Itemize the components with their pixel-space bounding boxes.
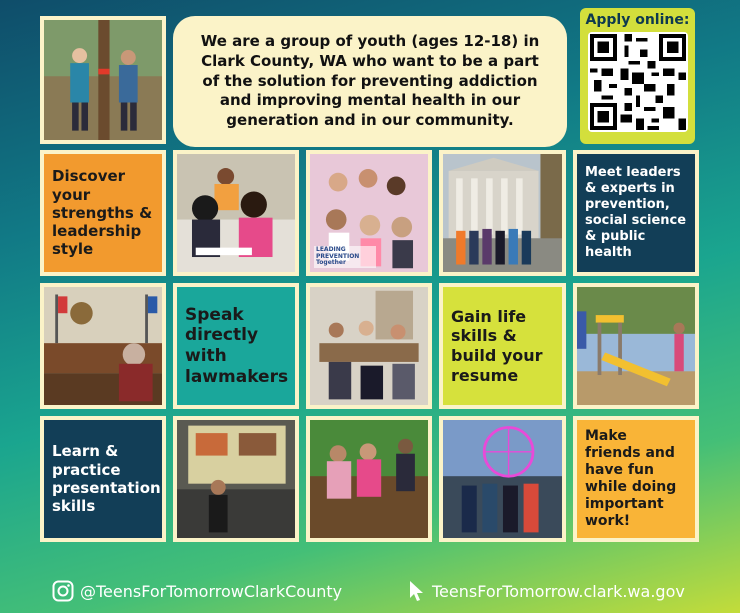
tile-learn-presentation: Learn & practice presentation skills <box>40 416 166 542</box>
instagram-link[interactable] <box>52 580 342 602</box>
apply-online-box[interactable] <box>580 8 695 144</box>
photo-capitol-group <box>439 150 566 276</box>
photo-playground <box>573 283 699 409</box>
website-url: TeensForTomorrow.clark.wa.gov <box>432 581 685 601</box>
photobooth-banner: LEADING PREVENTION Together <box>314 246 376 268</box>
photo-photobooth <box>306 150 432 276</box>
apply-online-label: Apply online: <box>585 12 690 28</box>
instagram-handle: @TeensForTomorrowClarkCounty <box>80 581 343 601</box>
photo-planting <box>306 416 432 542</box>
photo-ferris-wheel <box>439 416 566 542</box>
photo-meeting-room <box>306 283 432 409</box>
photo-presentation <box>173 416 299 542</box>
instagram-icon <box>52 580 74 602</box>
tile-meet-leaders: Meet leaders & experts in prevention, social science & public health <box>573 150 699 276</box>
photo-crafts <box>173 150 299 276</box>
tile-speak-lawmakers: Speak directly with lawmakers <box>173 283 299 409</box>
tile-discover-strengths: Discover your strengths & leadership style <box>40 150 166 276</box>
qr-code-icon[interactable] <box>588 32 688 132</box>
photo-council-chamber <box>40 283 166 409</box>
cursor-pointer-icon <box>408 580 426 602</box>
photo-tree-ribbon <box>40 16 166 144</box>
tile-gain-life-skills: Gain life skills & build your resume <box>439 283 566 409</box>
tile-make-friends: Make friends and have fun while doing important work! <box>573 416 699 542</box>
website-link[interactable] <box>408 580 685 602</box>
intro-text: We are a group of youth (ages 12-18) in Clark County, WA who want to be a part of the solution for preventing addiction and improving mental health in our generation and in our community. <box>173 16 567 147</box>
